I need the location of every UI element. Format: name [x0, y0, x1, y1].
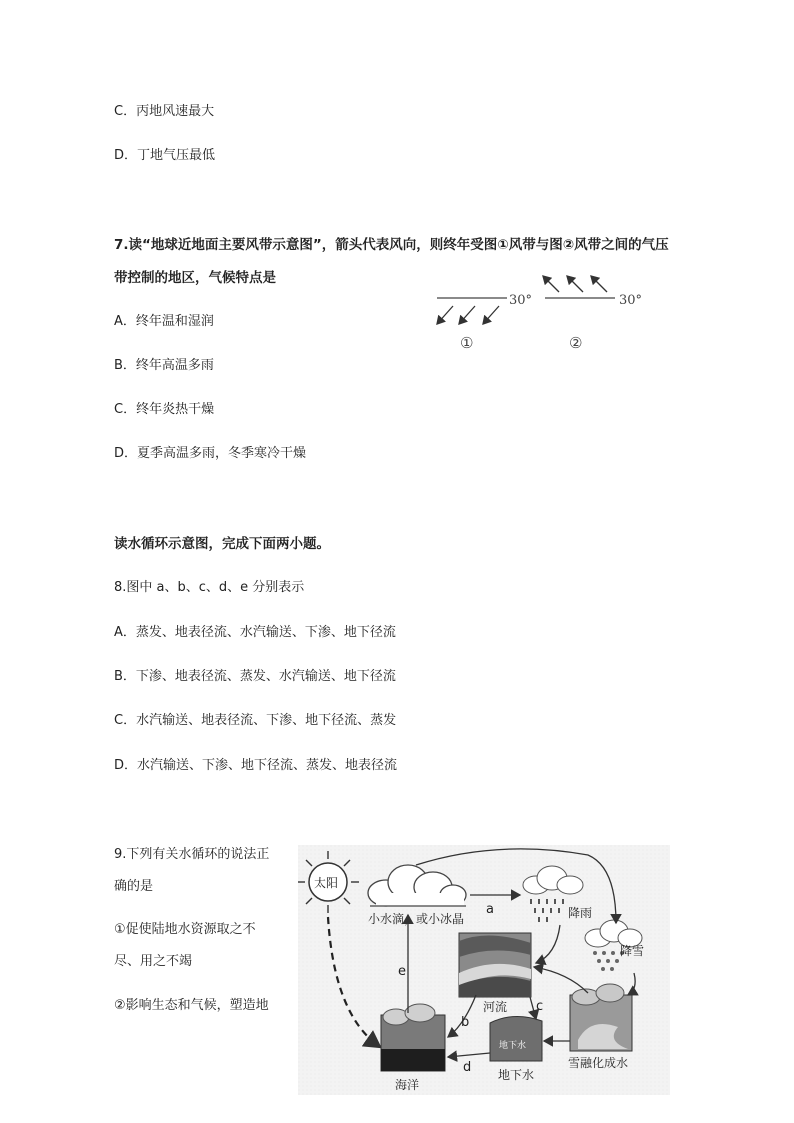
q8-option-b: B．下渗、地表径流、蒸发、水汽输送、地下径流 — [114, 669, 396, 684]
label-c: c — [536, 999, 544, 1014]
wind-arrow — [459, 306, 475, 324]
q7-option-d: D．夏季高温多雨，冬季寒冷干燥 — [114, 446, 307, 461]
q6-option-c: C．丙地风速最大 — [114, 104, 215, 119]
ocean-picture — [381, 1004, 445, 1071]
q8-option-c: C．水汽输送、地表径流、下渗、地下径流、蒸发 — [114, 713, 397, 728]
q9-item1-line2: 尽、用之不竭 — [114, 954, 193, 969]
wind-arrow — [483, 306, 499, 324]
ocean-label: 海洋 — [395, 1078, 420, 1092]
label-d: d — [463, 1060, 472, 1075]
wind-belt-figure — [425, 268, 655, 354]
q7-option-b: B．终年高温多雨 — [114, 358, 214, 373]
q8-option-a: A．蒸发、地表径流、水汽输送、下渗、地下径流 — [114, 625, 396, 640]
wind-arrow — [567, 276, 583, 292]
section-intro: 读水循环示意图，完成下面两小题。 — [114, 536, 330, 552]
q7-stem-line1: 7.读“地球近地面主要风带示意图”，箭头代表风向，则终年受图①风带与图②风带之间的气压 — [114, 237, 669, 253]
cloud-label: 小水滴，或小冰晶 — [368, 912, 465, 926]
q9-stem-line2: 确的是 — [114, 879, 154, 894]
rain-label: 降雨 — [568, 906, 593, 920]
snowmelt-label: 雪融化成水 — [568, 1056, 629, 1070]
groundwater-picture — [490, 1016, 542, 1061]
q9-stem-line1: 9.下列有关水循环的说法正 — [114, 847, 270, 862]
river-label: 河流 — [483, 1000, 508, 1014]
label-e: e — [398, 964, 406, 979]
q7-option-c: C．终年炎热干燥 — [114, 402, 215, 417]
figure-marker-2: ② — [569, 334, 583, 352]
snowmelt-picture — [570, 984, 632, 1051]
label-a: a — [486, 902, 494, 917]
snow-label: 降雪 — [620, 944, 645, 958]
q8-option-d: D．水汽输送、下渗、地下径流、蒸发、地表径流 — [114, 758, 398, 773]
latitude-label-2: 30° — [619, 293, 643, 308]
label-b: b — [461, 1015, 470, 1030]
q9-item2-line1: ②影响生态和气候，塑造地 — [114, 998, 269, 1013]
groundwater-label: 地下水 — [498, 1068, 535, 1082]
latitude-label-1: 30° — [509, 293, 533, 308]
figure-marker-1: ① — [460, 334, 474, 352]
wind-arrow — [543, 276, 559, 292]
groundwater-box-label: 地下水 — [499, 1041, 527, 1051]
q8-stem: 8.图中 a、b、c、d、e 分别表示 — [114, 580, 305, 595]
q7-option-a: A．终年温和湿润 — [114, 314, 214, 329]
q9-item1-line1: ①促使陆地水资源取之不 — [114, 922, 256, 937]
q6-option-d: D．丁地气压最低 — [114, 148, 216, 163]
water-cycle-diagram — [298, 845, 670, 1095]
river-picture — [459, 933, 531, 997]
sun-label: 太阳 — [314, 876, 339, 890]
wind-arrow — [591, 276, 607, 292]
wind-arrow — [437, 306, 453, 324]
q7-stem-line2: 带控制的地区，气候特点是 — [114, 270, 276, 286]
